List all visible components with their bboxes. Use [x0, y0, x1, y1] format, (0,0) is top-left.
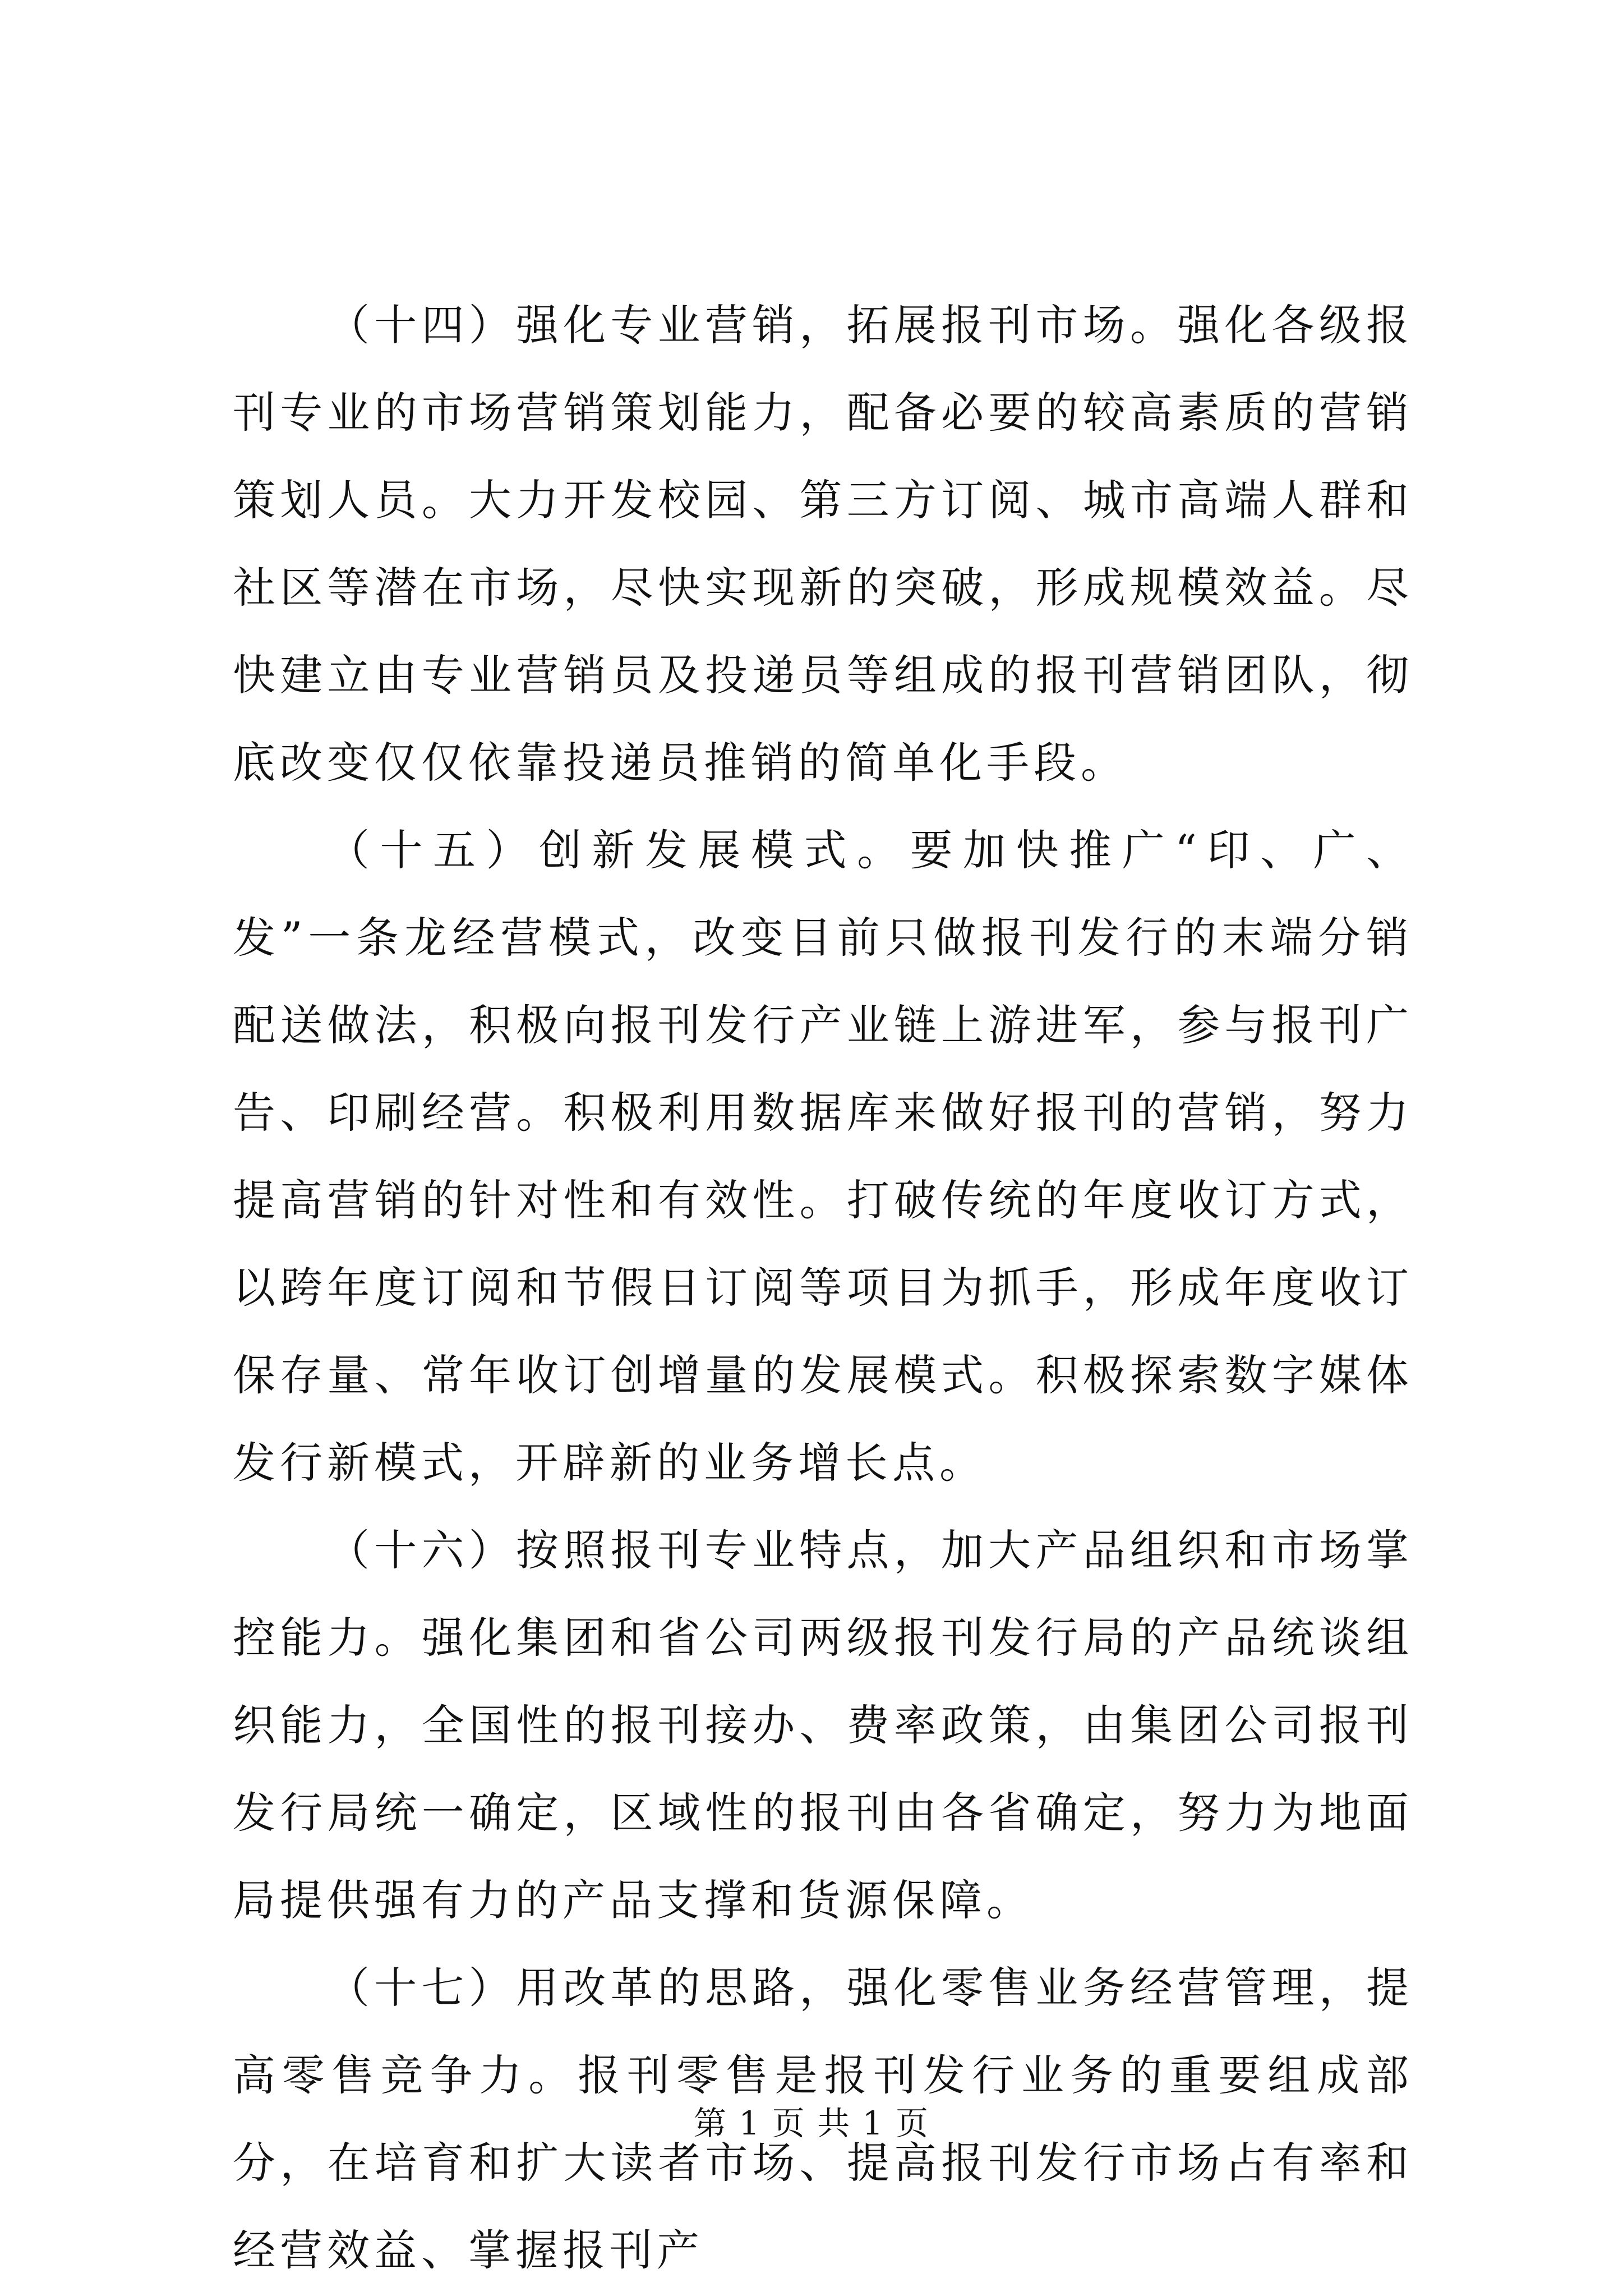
paragraph-16: （十六）按照报刊专业特点，加大产品组织和市场掌控能力。强化集团和省公司两级报刊发行局的产品统谈组织能力，全国性的报刊接办、费率政策，由集团公司报刊发行局统一确定，区域性的报刊由各省确定，努力为地面局提供强有力的产品支撑和货源保障。 — [233, 1525, 1413, 1925]
paragraph-17: （十七）用改革的思路，强化零售业务经营管理，提高零售竞争力。报刊零售是报刊发行业务的重要组成部分，在培育和扩大读者市场、提高报刊发行市场占有率和经营效益、掌握报刊产 — [233, 1963, 1413, 2275]
paragraph-15: （十五）创新发展模式。要加快推广“印、广、发”一条龙经营模式，改变目前只做报刊发行的末端分销配送做法，积极向报刊发行产业链上游进军，参与报刊广告、印刷经营。积极利用数据库来做好报刊的营销，努力提高营销的针对性和有效性。打破传统的年度收订方式，以跨年度订阅和节假日订阅等项目为抓手，形成年度收订保存量、常年收订创增量的发展模式。积极探索数字媒体发行新模式，开辟新的业务增长点。 — [233, 825, 1413, 1488]
document-body — [233, 282, 1413, 2294]
paragraph-14: （十四）强化专业营销，拓展报刊市场。强化各级报刊专业的市场营销策划能力，配备必要的较高素质的营销策划人员。大力开发校园、第三方订阅、城市高端人群和社区等潜在市场，尽快实现新的突破，形成规模效益。尽快建立由专业营销员及投递员等组成的报刊营销团队，彻底改变仅仅依靠投递员推销的简单化手段。 — [233, 300, 1413, 788]
page-footer: 第 1 页 共 1 页 — [694, 2104, 929, 2142]
